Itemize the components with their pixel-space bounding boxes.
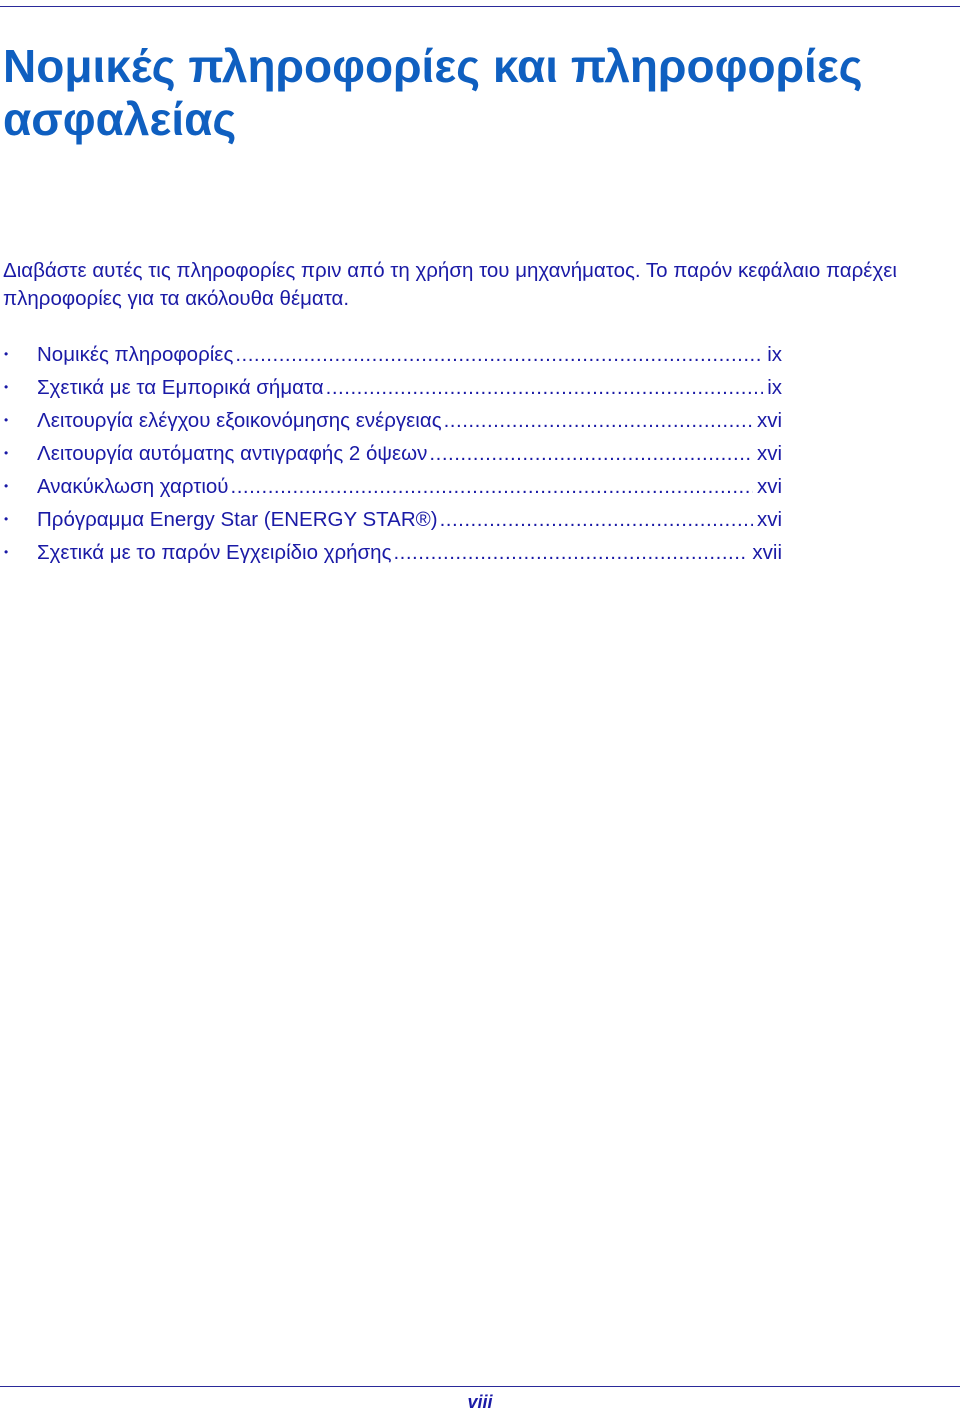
dot-leader (326, 376, 764, 400)
toc-item-label: Ανακύκλωση χαρτιού (37, 474, 229, 498)
toc-entry (37, 409, 782, 433)
toc-item-label: Σχετικά με τα Εμπορικά σήματα (37, 375, 324, 399)
toc-item-page: xvii (752, 540, 782, 564)
toc-entry (37, 442, 782, 466)
dot-leader (393, 541, 748, 565)
top-divider (0, 6, 960, 7)
bullet-icon: • (4, 347, 9, 361)
page-title: Νομικές πληροφορίες και πληροφορίες ασφαλείας (3, 40, 863, 145)
bullet-icon: • (4, 446, 9, 460)
toc-item-label: Νομικές πληροφορίες (37, 342, 234, 366)
toc-entry (37, 376, 782, 400)
dot-leader (429, 442, 753, 466)
dot-leader (444, 409, 753, 433)
intro-paragraph: Διαβάστε αυτές τις πληροφορίες πριν από τη χρήση του μηχανήματος. Το παρόν κεφάλαιο παρέχει πληροφορίες για τα ακόλουθα θέματα. (3, 259, 897, 310)
toc-item-legal-information[interactable] (0, 338, 790, 371)
toc-item-paper-recycling[interactable] (0, 470, 790, 503)
dot-leader (231, 475, 753, 499)
toc-item-about-manual[interactable] (0, 536, 790, 569)
toc-item-page: xvi (756, 441, 782, 465)
toc-item-label: Σχετικά με το παρόν Εγχειρίδιο χρήσης (37, 540, 392, 564)
page-number: viii (467, 1392, 493, 1412)
toc-entry (37, 541, 782, 565)
toc-item-label: Πρόγραμμα Energy Star (ENERGY STAR®) (37, 507, 438, 531)
footer-divider (0, 1386, 960, 1387)
toc-item-energy-star[interactable] (0, 503, 790, 536)
dot-leader (440, 508, 753, 532)
toc-item-page: xvi (756, 507, 782, 531)
toc-item-page: ix (767, 342, 782, 366)
toc-item-energy-saving[interactable] (0, 404, 790, 437)
toc-item-label: Λειτουργία αυτόματης αντιγραφής 2 όψεων (37, 441, 428, 465)
toc-entry (37, 508, 782, 532)
bullet-icon: • (4, 545, 9, 559)
table-of-contents (0, 338, 790, 569)
dot-leader (235, 343, 763, 367)
bullet-icon: • (4, 413, 9, 427)
toc-entry (37, 343, 782, 367)
bullet-icon: • (4, 380, 9, 394)
toc-item-page: xvi (756, 474, 782, 498)
toc-item-trademarks[interactable] (0, 371, 790, 404)
toc-item-duplex-copy[interactable] (0, 437, 790, 470)
bullet-icon: • (4, 479, 9, 493)
bullet-icon: • (4, 512, 9, 526)
toc-item-page: ix (767, 375, 782, 399)
toc-item-page: xvi (756, 408, 782, 432)
toc-entry (37, 475, 782, 499)
toc-item-label: Λειτουργία ελέγχου εξοικονόμησης ενέργειας (37, 408, 442, 432)
